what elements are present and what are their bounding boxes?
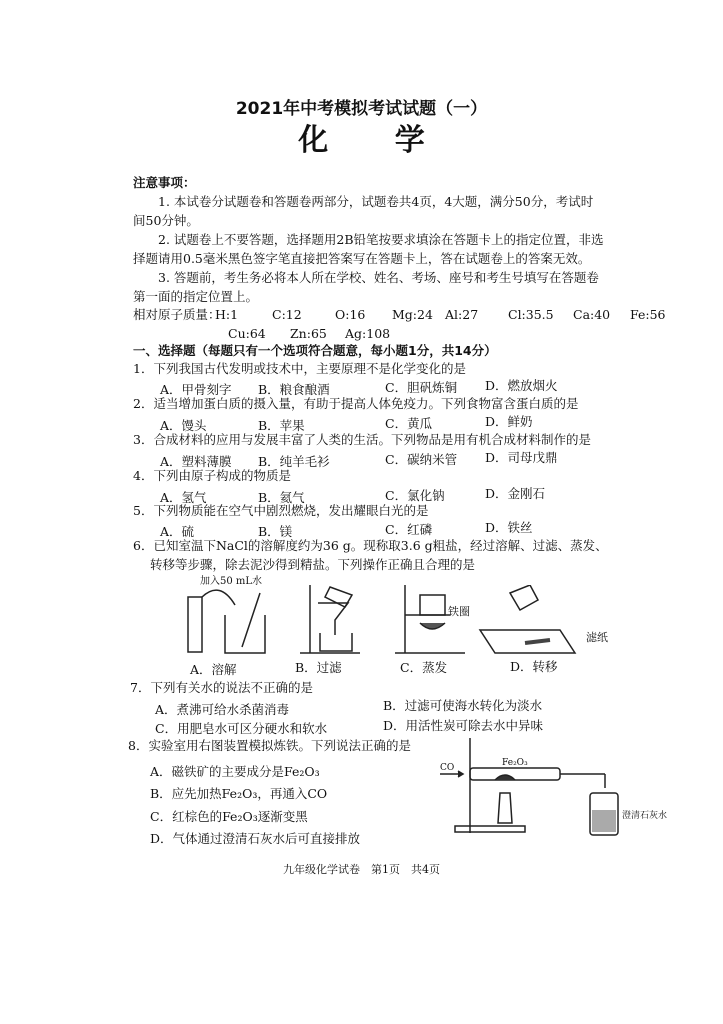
atomic-mass: Cl:35.5	[508, 307, 554, 322]
option: A．氢气	[160, 490, 207, 505]
option: A．硫	[160, 524, 195, 539]
atomic-mass-label: 相对原子质量：	[133, 307, 221, 322]
question-stem: 1．下列我国古代发明或技术中，主要原理不是化学变化的是	[133, 361, 466, 376]
option: C．用肥皂水可区分硬水和软水	[155, 721, 328, 736]
figure-label: 铁圈	[448, 605, 470, 618]
option: C．蒸发	[400, 660, 448, 675]
option: D．司母戊鼎	[485, 450, 558, 465]
filter-figure	[300, 585, 360, 653]
option: B．氦气	[258, 490, 305, 505]
atomic-mass: Al:27	[445, 307, 479, 322]
note-line: 1. 本试卷分试题卷和答题卷两部分，试题卷共4页，4大题，满分50分，考试时	[158, 194, 594, 209]
option: D．气体通过澄清石灰水后可直接排放	[150, 831, 361, 846]
figure-label-fe2o3: Fe₂O₃	[502, 758, 528, 768]
atomic-mass: H:1	[215, 307, 239, 322]
option: C．碳纳米管	[385, 452, 458, 467]
option: B．纯羊毛衫	[258, 454, 330, 469]
option: A．馒头	[160, 418, 207, 433]
question-stem: 8．实验室用右图装置模拟炼铁。下列说法正确的是	[128, 738, 411, 753]
question-stem: 7．下列有关水的说法不正确的是	[130, 680, 313, 695]
atomic-mass: Fe:56	[630, 307, 666, 322]
option: A．煮沸可给水杀菌消毒	[155, 702, 290, 717]
option: B．过滤	[295, 660, 342, 675]
note-line: 2. 试题卷上不要答题，选择题用2B铅笔按要求填涂在答题卡上的指定位置，非选	[158, 232, 604, 247]
option: C．胆矾炼铜	[385, 380, 458, 395]
option: D．用活性炭可除去水中异味	[383, 718, 544, 733]
note-line: 第一面的指定位置上。	[133, 289, 259, 304]
question-stem: 6．已知室温下NaCl的溶解度约为36 g。现称取3.6 g粗盐，经过溶解、过滤、蒸发、	[133, 538, 608, 553]
option: C．红磷	[385, 522, 433, 537]
page-footer: 九年级化学试卷 第1页 共4页	[283, 863, 440, 876]
note-line: 3. 答题前，考生务必将本人所在学校、姓名、考场、座号和考生号填写在答题卷	[158, 270, 599, 285]
note-line: 间50分钟。	[133, 213, 199, 228]
question-stem: 3．合成材料的应用与发展丰富了人类的生活。下列物品是用有机合成材料制作的是	[133, 432, 591, 447]
question-stem: 转移等步骤，除去泥沙得到精盐。下列操作正确且合理的是	[150, 557, 476, 572]
notes-heading: 注意事项：	[133, 175, 196, 190]
option: D．鲜奶	[485, 414, 533, 429]
option: B．镁	[258, 524, 293, 539]
option: C．红棕色的Fe₂O₃逐渐变黑	[150, 809, 308, 824]
option: A．溶解	[190, 662, 237, 677]
q6-apparatus-figures	[180, 585, 580, 657]
iron-smelting-apparatus	[440, 738, 620, 838]
option: B．苹果	[258, 418, 305, 433]
exam-title: 2021年中考模拟考试试题（一）	[235, 99, 488, 119]
option: C．黄瓜	[385, 416, 433, 431]
option: D．燃放烟火	[485, 378, 558, 393]
dissolve-figure	[188, 590, 265, 653]
option: C．氯化钠	[385, 488, 445, 503]
option: D．金刚石	[485, 486, 546, 501]
figure-label: 加入50 mL水	[200, 576, 263, 587]
atomic-mass: Cu:64	[228, 326, 266, 341]
figure-label-co: CO	[440, 763, 455, 773]
option: D．转移	[510, 659, 558, 674]
atomic-mass: O:16	[335, 307, 366, 322]
atomic-mass: Zn:65	[290, 326, 327, 341]
transfer-figure	[480, 585, 575, 653]
question-stem: 2．适当增加蛋白质的摄入量，有助于提高人体免疫力。下列食物富含蛋白质的是	[133, 396, 579, 411]
option: B．粮食酿酒	[258, 382, 330, 397]
section-heading: 一、选择题（每题只有一个选项符合题意，每小题1分，共14分）	[133, 343, 497, 358]
atomic-mass: Ca:40	[573, 307, 611, 322]
question-stem: 5．下列物质能在空气中剧烈燃烧，发出耀眼白光的是	[133, 503, 429, 518]
option: A．磁铁矿的主要成分是Fe₂O₃	[150, 764, 320, 779]
option: B．过滤可使海水转化为淡水	[383, 698, 543, 713]
question-stem: 4．下列由原子构成的物质是	[133, 468, 291, 483]
atomic-mass: Mg:24	[392, 307, 433, 322]
option: B．应先加热Fe₂O₃，再通入CO	[150, 786, 328, 801]
figure-label: 滤纸	[586, 631, 608, 644]
option: D．铁丝	[485, 520, 533, 535]
atomic-mass: Ag:108	[345, 326, 391, 341]
subject-title: 化 学	[298, 123, 453, 158]
note-line: 择题请用0.5毫米黑色签字笔直接把答案写在答题卡上，答在试题卷上的答案无效。	[133, 251, 591, 266]
option: A．甲骨刻字	[160, 382, 232, 397]
figure-label-limewater: 澄清石灰水	[622, 811, 668, 821]
atomic-mass: C:12	[272, 307, 302, 322]
option: A．塑料薄膜	[160, 454, 232, 469]
